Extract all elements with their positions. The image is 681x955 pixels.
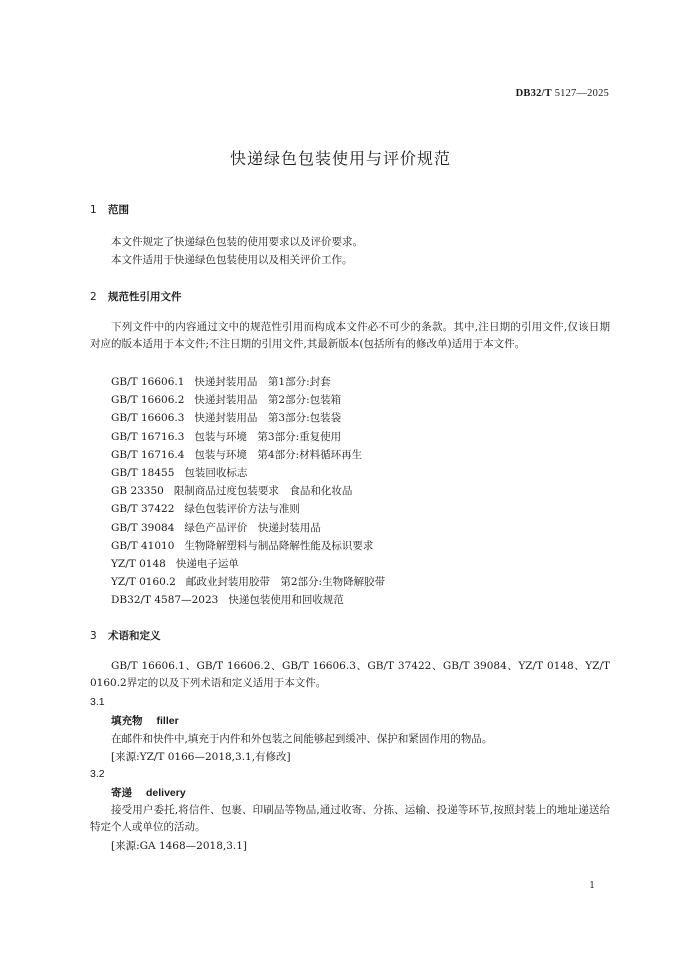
document-title: 快递绿色包装使用与评价规范	[229, 149, 451, 168]
section-title: 术语和定义	[108, 630, 161, 642]
standard-code	[516, 88, 609, 99]
section-number: 1	[90, 204, 97, 216]
section-title: 规范性引用文件	[108, 291, 182, 303]
section-number: 3	[90, 630, 97, 642]
clause-number: 3.1	[90, 696, 105, 708]
section-number: 2	[90, 291, 97, 303]
term-en: filler	[156, 715, 179, 727]
reference-item: GB/T 16606.1 快递封装用品 第1部分:封套	[111, 376, 331, 388]
section-title: 范围	[108, 204, 129, 216]
term-source: [来源:YZ/T 0166—2018,3.1,有修改]	[111, 751, 291, 763]
scope-line-2: 本文件适用于快递绿色包装使用以及相关评价工作。	[111, 254, 353, 266]
reference-list	[111, 373, 385, 609]
scope-line-1: 本文件规定了快递绿色包装的使用要求以及评价要求。	[111, 236, 363, 248]
term-source: [来源:GA 1468—2018,3.1]	[111, 840, 248, 852]
reference-item: YZ/T 0148 快递电子运单	[111, 557, 239, 570]
reference-item: YZ/T 0160.2 邮政业封装用胶带 第2部分:生物降解胶带	[111, 576, 386, 589]
term-definition: 接受用户委托,将信件、包裹、印刷品等物品,通过收寄、分拣、运输、投递等环节,按照封装上的地址递送给特定个人或单位的活动。	[90, 804, 610, 833]
reference-item: GB/T 41010 生物降解塑料与制品降解性能及标识要求	[111, 539, 374, 552]
term-zh: 寄递	[111, 787, 132, 799]
clause-number: 3.2	[90, 768, 105, 780]
standard-code-number: 5127—2025	[554, 88, 609, 99]
reference-item: DB32/T 4587—2023 快递包装使用和回收规范	[111, 594, 344, 607]
terms-intro: GB/T 16606.1、GB/T 16606.2、GB/T 16606.3、GB/T 37422、GB/T 39084、YZ/T 0148、YZ/T 0160.2界定的以及下列术语和定义适用于本文件。	[90, 660, 610, 689]
reference-item: GB/T 37422 绿色包装评价方法与准则	[111, 503, 300, 516]
page-number: 1	[589, 881, 595, 891]
reference-item: GB/T 18455 包装回收标志	[111, 466, 248, 479]
normative-refs-intro: 下列文件中的内容通过文中的规范性引用而构成本文件必不可少的条款。其中,注日期的引用文件,仅该日期对应的版本适用于本文件;不注日期的引用文件,其最新版本(包括所有的修改单)适用于本文件。	[90, 321, 610, 350]
reference-item: GB/T 16606.3 快递封装用品 第3部分:包装袋	[111, 412, 342, 425]
term-en: delivery	[146, 787, 186, 799]
reference-item: GB 23350 限制商品过度包装要求 食品和化妆品	[111, 485, 353, 498]
section-1-heading	[90, 202, 129, 217]
reference-item: GB/T 16716.3 包装与环境 第3部分:重复使用	[111, 430, 342, 443]
reference-item: GB/T 16716.4 包装与环境 第4部分:材料循环再生	[111, 448, 363, 461]
reference-item: GB/T 39084 绿色产品评价 快递封装用品	[111, 521, 321, 534]
section-3-heading	[90, 628, 161, 643]
term-heading	[111, 713, 179, 728]
section-2-heading	[90, 289, 182, 304]
term-heading	[111, 785, 186, 800]
term-definition: 在邮件和快件中,填充于内件和外包装之间能够起到缓冲、保护和紧固作用的物品。	[111, 733, 493, 745]
term-zh: 填充物	[111, 715, 143, 727]
reference-item: GB/T 16606.2 快递封装用品 第2部分:包装箱	[111, 394, 342, 407]
standard-code-prefix: DB32/T	[515, 88, 552, 99]
